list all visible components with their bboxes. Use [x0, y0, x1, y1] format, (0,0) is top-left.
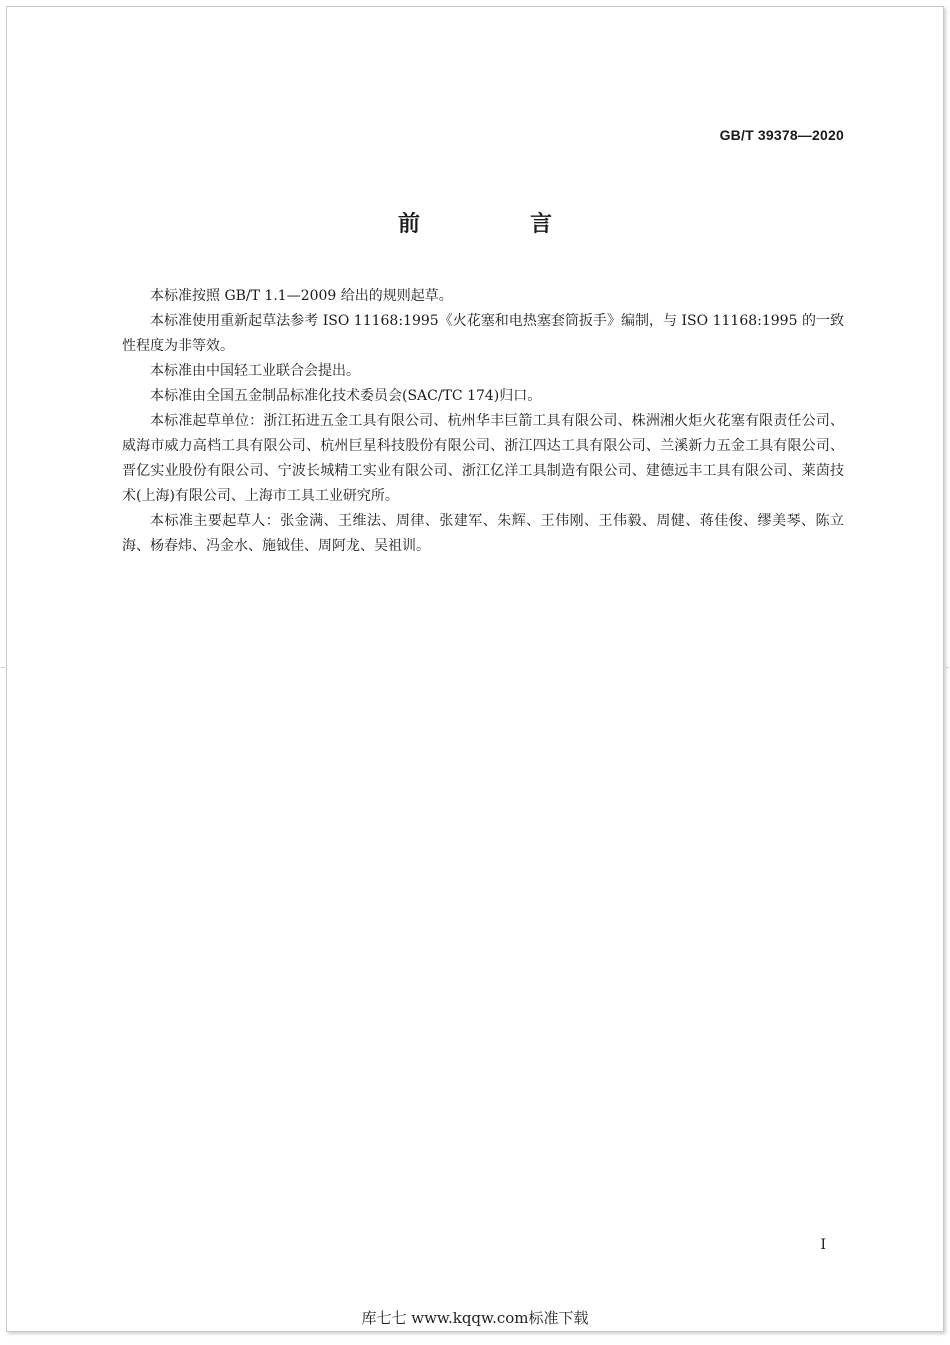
- paragraph-proposer: 本标准由中国轻工业联合会提出。: [150, 363, 360, 379]
- standard-code: GB/T 39378—2020: [719, 127, 844, 143]
- document-page: [6, 6, 944, 1332]
- page-number: I: [820, 1237, 826, 1253]
- foreword-body: [122, 284, 844, 559]
- footer-watermark: 库七七 www.kqqw.com标准下载: [361, 1309, 589, 1327]
- page-title: 前 言: [397, 212, 596, 237]
- paragraph-committee: 本标准由全国五金制品标准化技术委员会(SAC/TC 174)归口。: [150, 388, 542, 404]
- crop-mark-right: [945, 667, 949, 668]
- paragraph-iso-reference: 本标准使用重新起草法参考 ISO 11168:1995《火花塞和电热塞套筒扳手》编制，与 ISO 11168:1995 的一致性程度为非等效。: [122, 313, 844, 354]
- paragraph-drafting-rules: 本标准按照 GB/T 1.1—2009 给出的规则起草。: [150, 288, 453, 304]
- paragraph-drafters: 本标准主要起草人：张金满、王维法、周律、张建军、朱辉、王伟刚、王伟毅、周健、蒋佳俊、缪美琴、陈立海、杨春炜、冯金水、施钺佳、周阿龙、吴祖训。: [122, 513, 844, 554]
- crop-mark-left: [1, 667, 5, 668]
- paragraph-drafting-units: 本标准起草单位：浙江拓进五金工具有限公司、杭州华丰巨箭工具有限公司、株洲湘火炬火花塞有限责任公司、威海市威力高档工具有限公司、杭州巨星科技股份有限公司、浙江四达工具有限公司、兰溪新力五金工具有限公司、晋亿实业股份有限公司、宁波长城精工实业有限公司、浙江亿洋工具制造有限公司、建德远丰工具有限公司、莱茵技术(上海)有限公司、上海市工具工业研究所。: [122, 413, 844, 504]
